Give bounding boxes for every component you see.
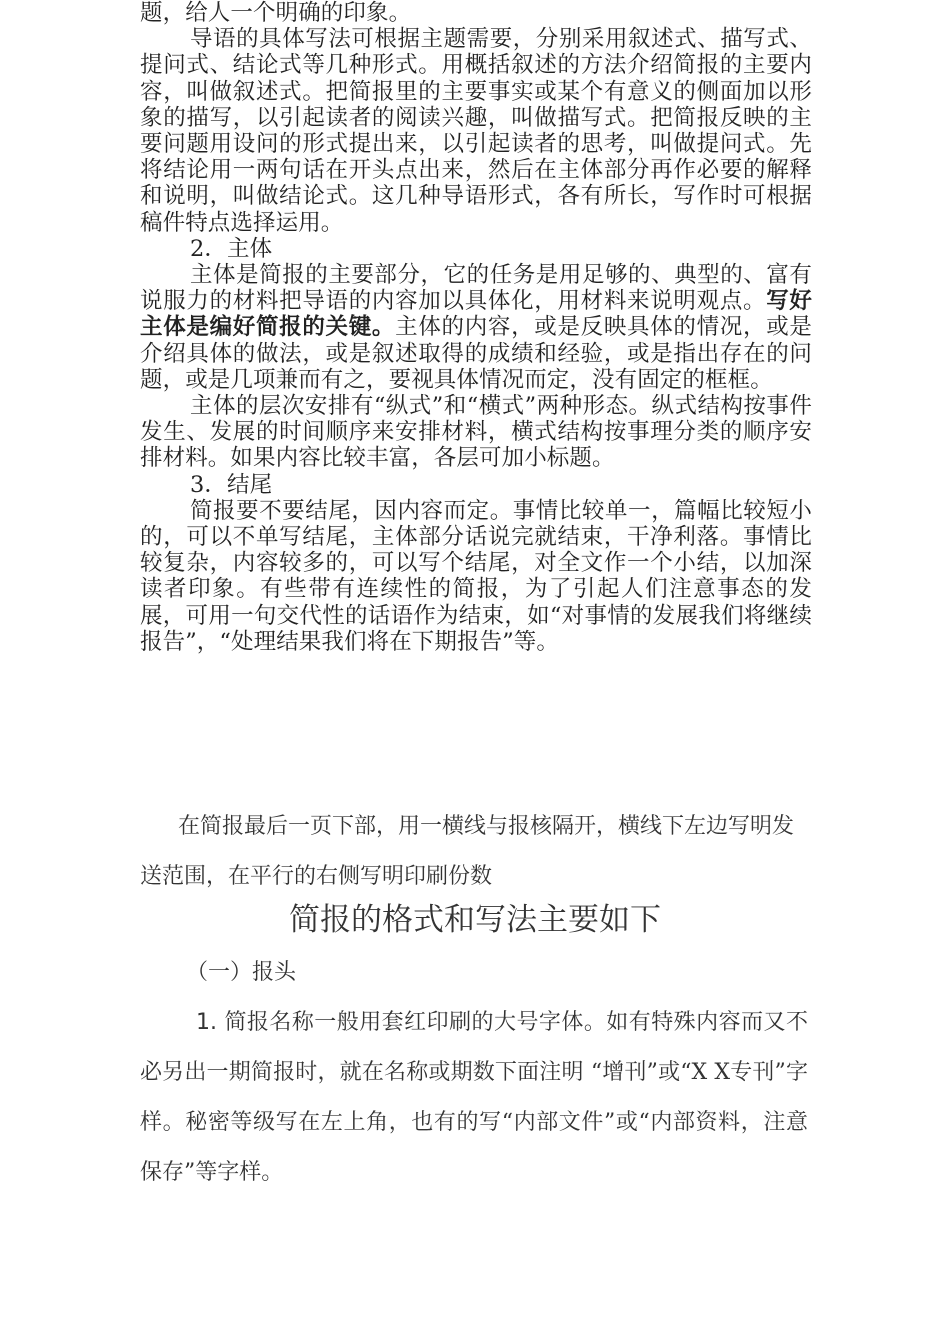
key-point-bold: 写好主体是编好简报的关键。 bbox=[140, 288, 812, 341]
section-lead-body-ending bbox=[140, 0, 812, 655]
paragraph-lead-forms: 导语的具体写法可根据主题需要，分别采用叙述式、描写式、提问式、结论式等几种形式。用概括叙述的方法介绍简报的主要内容，叫做叙述式。把简报里的主要事实或某个有意义的侧面加以形象的描写，以引起读者的阅读兴趣，叫做描写式。把简报反映的主要问题用设问的形式提出来，以引起读者的思考，叫做提问式。先将结论用一两句话在开头点出来，然后在主体部分再作必要的解释和说明，叫做结论式。这几种导语形式，各有所长，写作时可根据稿件特点选择运用。 bbox=[140, 26, 812, 236]
heading-main-body: 2．主体 bbox=[190, 235, 273, 262]
heading-masthead: （一）报头 bbox=[186, 960, 297, 985]
section-report-footer bbox=[140, 802, 810, 902]
paragraph-lead-tail: 题，给人一个明确的印象。 bbox=[140, 0, 412, 26]
heading-ending: 3．结尾 bbox=[190, 471, 273, 498]
paragraph-main-body-part1: 主体是简报的主要部分，它的任务是用足够的、典型的、富有说服力的材料把导语的内容加以具体化，用材料来说明观点。 bbox=[140, 262, 812, 315]
paragraph-ending: 简报要不要结尾，因内容而定。事情比较单一，篇幅比较短小的，可以不单写结尾，主体部分话说完就结束，干净利落。事情比较复杂，内容较多的，可以写个结尾，对全文作一个小结，以加深读者印象。有些带有连续性的简报，为了引起人们注意事态的发展，可用一句交代性的话语作为结束，如“对事情的发展我们将继续报告”，“处理结果我们将在下期报告”等。 bbox=[140, 497, 812, 655]
paragraph-masthead-text: 简报名称一般用套红印刷的大号字体。如有特殊内容而又不必另出一期简报时，就在名称或期数下面注明 “增刊”或“X X专刊”字样。秘密等级写在左上角，也有的写“内部文件”或“内部资料，注意保存”等字样。 bbox=[140, 1010, 808, 1185]
item-number: 1. bbox=[196, 1010, 217, 1035]
paragraph-masthead-name bbox=[140, 998, 808, 1198]
paragraph-main-body-part2: 主体的内容，或是反映具体的情况，或是介绍具体的做法，或是叙述取得的成绩和经验，或是指出存在的问题，或是几项兼而有之，要视具体情况而定，没有固定的框框。 bbox=[140, 314, 812, 393]
paragraph-main-body bbox=[140, 262, 812, 393]
section-masthead bbox=[140, 948, 808, 1198]
section-heading: 简报的格式和写法主要如下 bbox=[289, 902, 661, 938]
paragraph-structure: 主体的层次安排有“纵式”和“横式”两种形态。纵式结构按事件发生、发展的时间顺序来安排材料，横式结构按事理分类的顺序安排材料。如果内容比较丰富，各层可加小标题。 bbox=[140, 393, 812, 472]
paragraph-footer-note: 在简报最后一页下部，用一横线与报核隔开，横线下左边写明发送范围，在平行的右侧写明印刷份数 bbox=[140, 814, 795, 889]
